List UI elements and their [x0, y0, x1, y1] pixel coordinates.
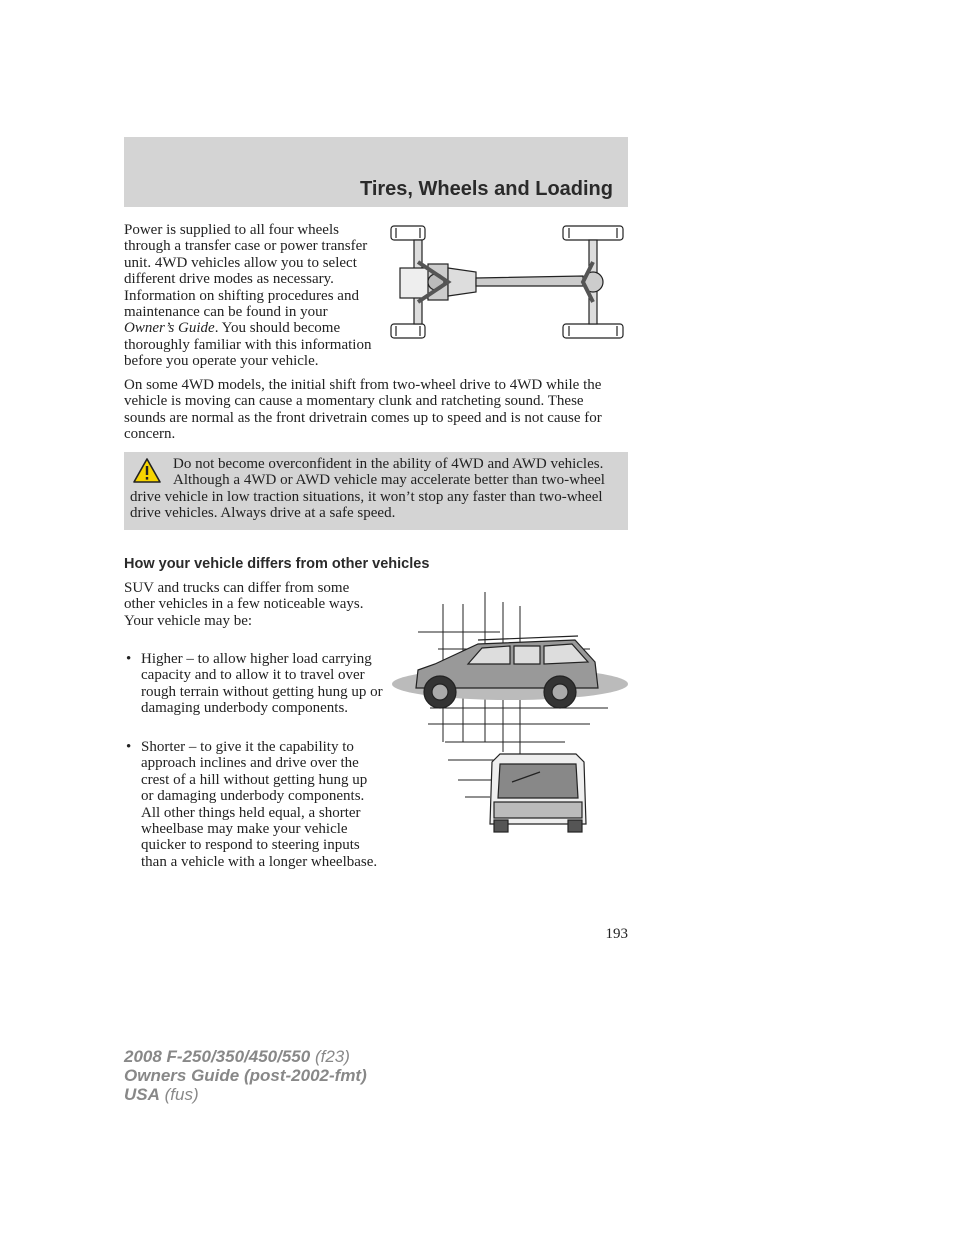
warning-text-block: [130, 456, 620, 522]
warning-text: Do not become overconfident in the ability of 4WD and AWD vehicles. Although a 4WD or AWD vehicle may accelerate better than two-wheel drive vehicle in low traction situations, it won’t stop any faster than two-wheel drive vehicles. Always drive at a safe speed.: [130, 456, 605, 522]
shift-paragraph: On some 4WD models, the initial shift from two-wheel drive to 4WD while the vehicle is moving can cause a momentary clunk and ratcheting sound. These sounds are normal as the front drivetrain comes up to speed and is not cause for concern.: [124, 377, 602, 443]
warning-icon-spacer: [130, 456, 173, 486]
bullet-text: Higher – to allow higher load carrying capacity and to allow it to travel over rough terrain without getting hung up or damaging underbody components.: [141, 651, 383, 717]
figure-spacer: [372, 222, 628, 355]
footer-line-1: [124, 1047, 367, 1066]
bullet-text: [141, 739, 628, 870]
footer-line-2: [124, 1066, 367, 1085]
page-number: 193: [605, 926, 628, 942]
intro-paragraph: [124, 222, 628, 370]
intro-text-end: . You should become thoroughly familiar with this information before you operate your vehicle.: [124, 320, 372, 370]
footer-market-code: (fus): [159, 1085, 199, 1104]
bullet-dot: •: [126, 651, 132, 667]
list-item: [124, 651, 386, 717]
figure-spacer: [378, 739, 628, 851]
warning-box: [124, 452, 628, 530]
footer-model-code: (f23): [310, 1047, 350, 1066]
section-header: [124, 137, 628, 207]
section-intro-paragraph: SUV and trucks can differ from some other vehicles in a few noticeable ways. Your vehicle may be:: [124, 580, 364, 629]
document-footer: [124, 1047, 367, 1104]
footer-guide-type: Owners Guide (post-2002-fmt): [124, 1066, 367, 1085]
footer-line-3: [124, 1085, 367, 1104]
list-item: [124, 739, 628, 870]
footer-model: 2008 F-250/350/450/550: [124, 1047, 311, 1066]
section-title: Tires, Wheels and Loading: [359, 178, 613, 200]
intro-text-start: Power is supplied to all four wheels through a transfer case or power transfer unit. 4WD vehicles allow you to select different drive modes as necessary. Information on shifting procedures and maintenance can be found in your: [124, 222, 368, 321]
section-heading: How your vehicle differs from other vehicles: [124, 556, 430, 572]
bullet-dot: •: [126, 739, 132, 755]
bullet-text-content: Shorter – to give it the capability to approach inclines and drive over the crest of a hill without getting hung up or damaging underbody components. All other things held equal, a shorter wheelbase may make your vehicle quicker to respond to steering inputs than a vehicle with a longer wheelbase.: [141, 739, 378, 870]
owners-guide-title: Owner’s Guide: [124, 320, 215, 337]
footer-market: USA: [124, 1085, 160, 1104]
